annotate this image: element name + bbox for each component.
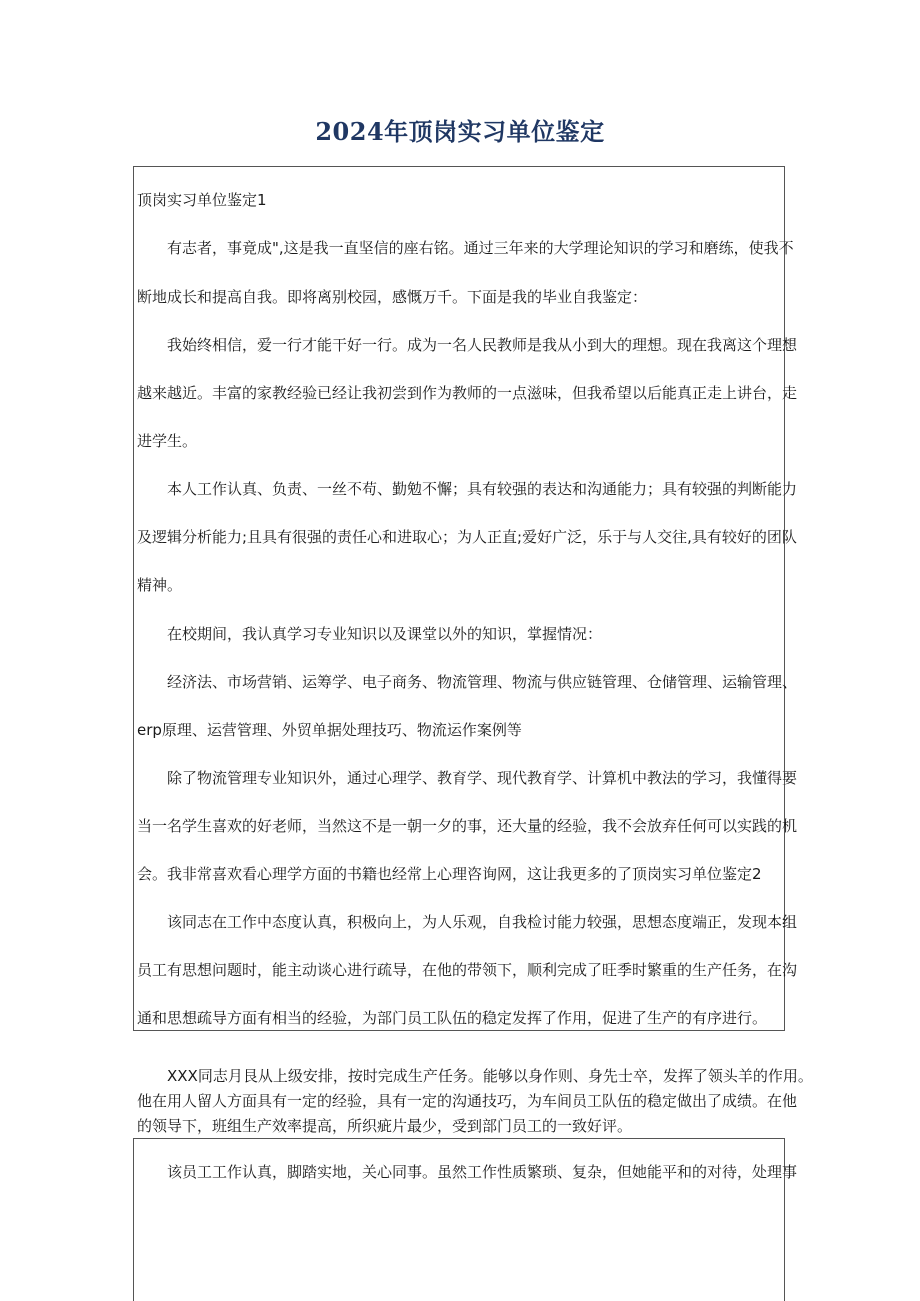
paragraph-line: 及逻辑分析能力;且具有很强的责任心和进取心；为人正直;爱好广泛，乐于与人交往,具有较好的团队	[137, 528, 797, 546]
paragraph-line: 员工有思想问题时，能主动谈心进行疏导，在他的带领下，顺利完成了旺季时繁重的生产任务，在沟	[137, 961, 798, 979]
section-heading: 顶岗实习单位鉴定1	[137, 191, 267, 209]
paragraph-line: 他在用人留人方面具有一定的经验，具有一定的沟通技巧，为车间员工队伍的稳定做出了成绩。在他	[137, 1092, 798, 1110]
paragraph-line: 会。我非常喜欢看心理学方面的书籍也经常上心理咨询网，这让我更多的了顶岗实习单位鉴定2	[137, 865, 762, 883]
paragraph-line: 该员工工作认真，脚踏实地，关心同事。虽然工作性质繁琐、复杂，但她能平和的对待，处理事	[167, 1163, 798, 1181]
paragraph-line: 经济法、市场营销、运筹学、电子商务、物流管理、物流与供应链管理、仓储管理、运输管理、	[167, 673, 798, 691]
paragraph-line: XXX同志月艮从上级安排，按时完成生产任务。能够以身作则、身先士卒，发挥了领头羊的作用。	[167, 1067, 813, 1085]
paragraph-line: 除了物流管理专业知识外，通过心理学、教育学、现代教育学、计算机中教法的学习，我懂得要	[167, 769, 798, 787]
paragraph-line: 当一名学生喜欢的好老师，当然这不是一朝一夕的事，还大量的经验，我不会放弃任何可以实践的机	[137, 817, 798, 835]
paragraph-line: 越来越近。丰富的家教经验已经让我初尝到作为教师的一点滋味，但我希望以后能真正走上讲台，走	[137, 384, 798, 402]
paragraph-line: 通和思想疏导方面有相当的经验，为部门员工队伍的稳定发挥了作用，促进了生产的有序进行。	[137, 1009, 768, 1027]
paragraph-line: 的领导下，班组生产效率提高，所织疵片最少，受到部门员工的一致好评。	[137, 1117, 633, 1135]
paragraph-line: 进学生。	[137, 432, 198, 450]
paragraph-line: 该同志在工作中态度认真，积极向上，为人乐观，自我检讨能力较强，思想态度端正，发现本组	[167, 913, 798, 931]
paragraph-line: 本人工作认真、负责、一丝不苟、勤勉不懈；具有较强的表达和沟通能力；具有较强的判断能力	[167, 480, 798, 498]
paragraph-line: 在校期间，我认真学习专业知识以及课堂以外的知识，掌握情况：	[167, 625, 603, 643]
paragraph-line: erp原理、运营管理、外贸单据处理技巧、物流运作案例等	[137, 721, 522, 739]
paragraph-line: 我始终相信，爱一行才能干好一行。成为一名人民教师是我从小到大的理想。现在我离这个理想	[167, 336, 798, 354]
page-title: 2024年顶岗实习单位鉴定	[315, 117, 605, 146]
paragraph-line: 精神。	[137, 576, 183, 594]
paragraph-line: 断地成长和提高自我。即将离别校园，感慨万千。下面是我的毕业自我鉴定：	[137, 288, 648, 306]
paragraph-line: 有志者，事竟成",这是我一直坚信的座右铭。通过三年来的大学理论知识的学习和磨练，使我不	[167, 239, 794, 257]
